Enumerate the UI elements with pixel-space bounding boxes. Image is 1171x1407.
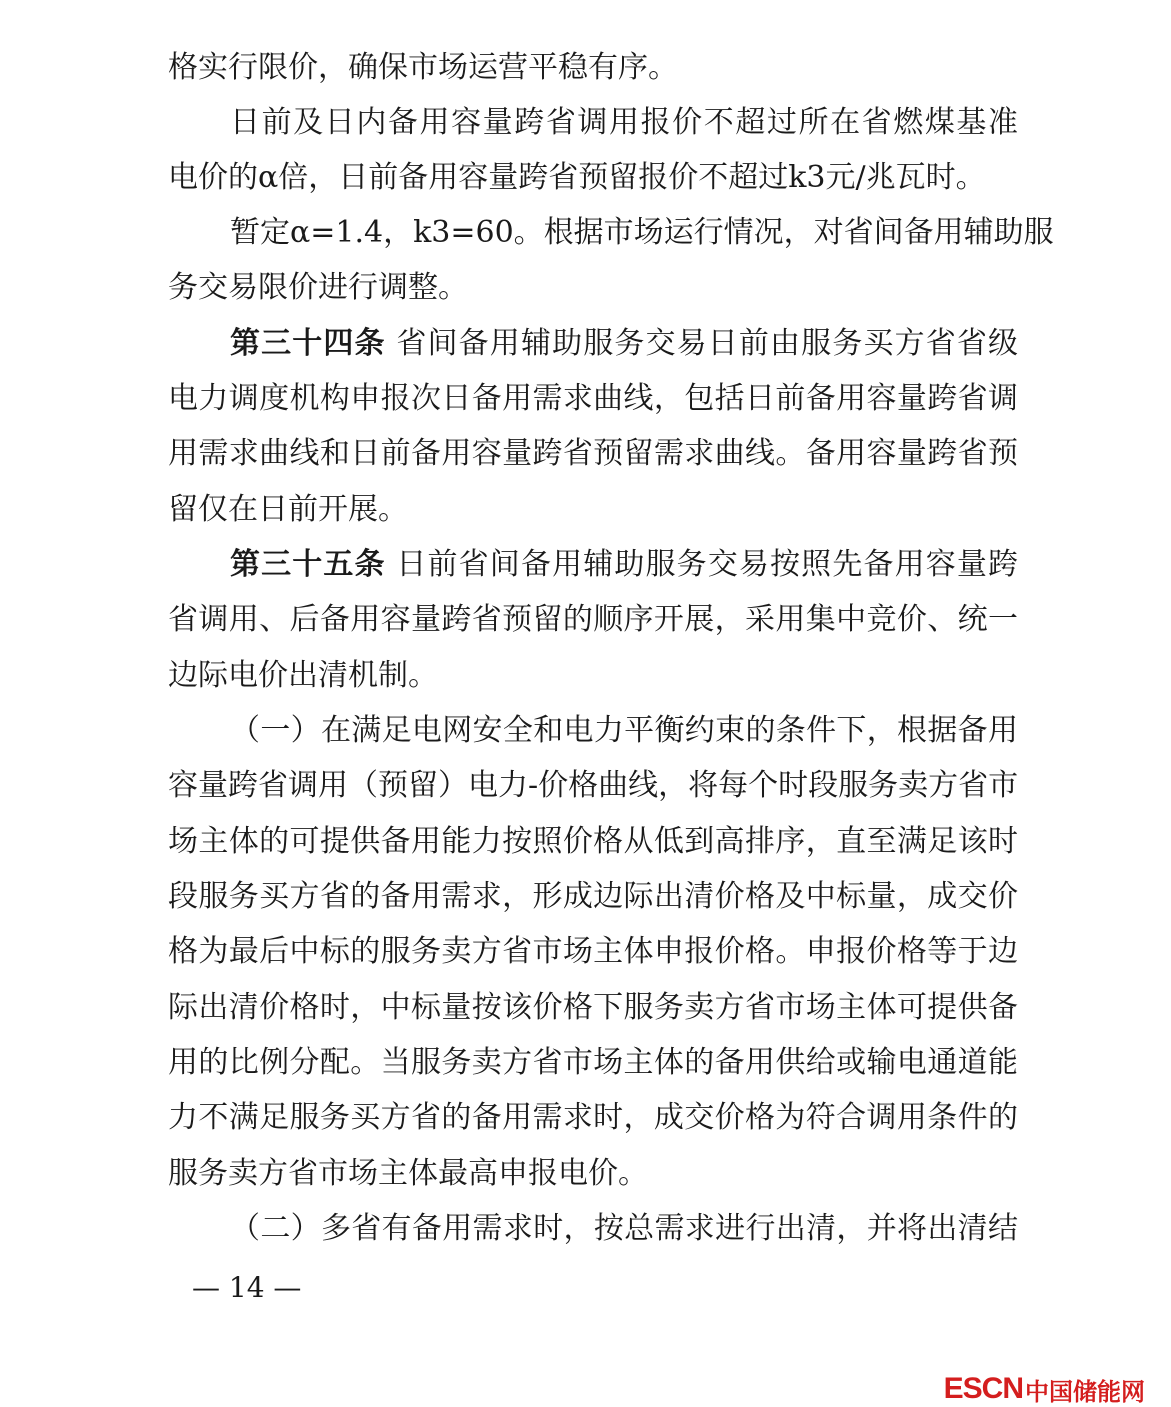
text-line: 格为最后中标的服务卖方省市场主体申报价格。申报价格等于边 xyxy=(168,934,1018,969)
text-line: 用的比例分配。当服务卖方省市场主体的备用供给或输电通道能 xyxy=(168,1045,1018,1080)
text-line: （一）在满足电网安全和电力平衡约束的条件下，根据备用 xyxy=(230,713,1018,748)
text-line: 务交易限价进行调整。 xyxy=(168,270,468,305)
text-line: 日前及日内备用容量跨省调用报价不超过所在省燃煤基准 xyxy=(230,105,1018,140)
text-line: 场主体的可提供备用能力按照价格从低到高排序，直至满足该时 xyxy=(168,824,1018,859)
text-line: 留仅在日前开展。 xyxy=(168,492,408,527)
text-line: 暂定α=1.4，k3=60。根据市场运行情况，对省间备用辅助服 xyxy=(230,215,1054,250)
page-number: — 14 — xyxy=(192,1271,302,1304)
article-text: 日前省间备用辅助服务交易按照先备用容量跨 xyxy=(396,547,1019,582)
text-line: 力不满足服务买方省的备用需求时，成交价格为符合调用条件的 xyxy=(168,1100,1018,1135)
text-line: 段服务买方省的备用需求，形成边际出清价格及中标量，成交价 xyxy=(168,879,1018,914)
escn-logo: ESCN xyxy=(943,1372,1023,1405)
article-heading: 第三十五条 xyxy=(230,547,386,582)
watermark-site-name: 中国储能网 xyxy=(1025,1377,1145,1406)
text-line: 际出清价格时，中标量按该价格下服务卖方省市场主体可提供备 xyxy=(168,990,1018,1025)
text-line: 格实行限价，确保市场运营平稳有序。 xyxy=(168,50,678,85)
text-line: 边际电价出清机制。 xyxy=(168,658,438,693)
text-line: 容量跨省调用（预留）电力-价格曲线，将每个时段服务卖方省市 xyxy=(168,768,1019,803)
article-35-first-line xyxy=(230,545,1018,585)
text-line: 用需求曲线和日前备用容量跨省预留需求曲线。备用容量跨省预 xyxy=(168,436,1018,471)
text-line: 电力调度机构申报次日备用需求曲线，包括日前备用容量跨省调 xyxy=(168,381,1018,416)
article-text: 省间备用辅助服务交易日前由服务买方省省级 xyxy=(396,326,1019,361)
article-34-first-line xyxy=(230,324,1018,364)
watermark xyxy=(944,1374,1145,1404)
article-heading: 第三十四条 xyxy=(230,326,386,361)
text-line: 省调用、后备用容量跨省预留的顺序开展，采用集中竞价、统一 xyxy=(168,602,1018,637)
text-line: 服务卖方省市场主体最高申报电价。 xyxy=(168,1156,648,1191)
text-line: （二）多省有备用需求时，按总需求进行出清，并将出清结 xyxy=(230,1211,1018,1246)
text-line: 电价的α倍，日前备用容量跨省预留报价不超过k3元/兆瓦时。 xyxy=(168,160,986,195)
